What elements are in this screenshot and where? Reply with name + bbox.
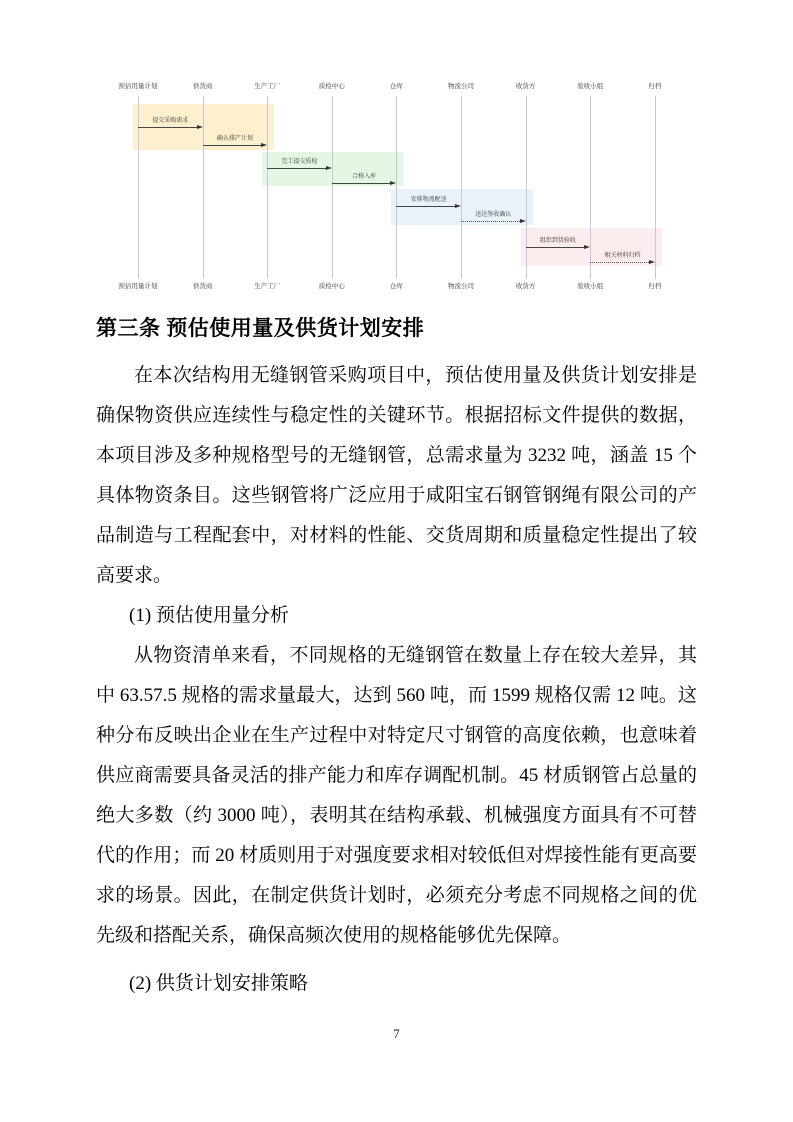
arrowhead-icon [455,204,461,208]
lifeline [526,96,527,279]
message-label: 安排物流配送 [410,196,447,203]
participant-label-top: 验收小组 [577,82,604,90]
message-line [203,145,264,146]
participant-label-bottom: 仓库 [389,282,403,290]
participant-label-top: 仓库 [389,82,403,90]
message-line [332,183,393,184]
message-label: 送达签收确认 [475,211,512,218]
participant-label-bottom: 生产工厂 [254,282,281,290]
message-label: 组织到货验收 [539,237,576,244]
message-line [396,206,457,207]
participant-label-top: 预估用量计划 [118,82,158,90]
arrowhead-icon [520,219,526,223]
message-line [526,247,587,248]
message-line [138,127,199,128]
participant-label-bottom: 归档 [648,282,662,290]
paragraph-intro: 在本次结构用无缝钢管采购项目中，预估使用量及供货计划安排是确保物资供应连续性与稳定性的关键环节。根据招标文件提供的数据，本项目涉及多种规格型号的无缝钢管，总需求量为 3232 吨，涵盖 15 个具体物资条目。这些钢管将广泛应用于咸阳宝石钢管钢绳有限公司的产品制造与工程配套中，对材料的性能、交货周期和质量稳定性提出了较高要求。 [96,365,697,586]
page-number: 7 [393,1026,400,1041]
arrowhead-icon [390,181,396,185]
document-body [96,312,697,1004]
message-label: 相关材料归档 [604,252,641,259]
lifeline [461,96,462,279]
participant-label-top: 收货方 [515,82,536,90]
participant-label-bottom: 预估用量计划 [118,282,158,290]
participant-label-bottom: 供货商 [192,282,213,290]
participant-label-bottom: 验收小组 [577,282,604,290]
participant-label-bottom: 收货方 [515,282,536,290]
message-line [461,221,522,222]
arrowhead-icon [197,125,203,129]
participant-label-top: 供货商 [192,82,213,90]
message-label: 提交采购需求 [152,117,189,124]
paragraph-usage-analysis: 从物资清单来看，不同规格的无缝钢管在数量上存在较大差异，其中 63.57.5 规格的需求量最大，达到 560 吨，而 1599 规格仅需 12 吨。这种分布反映出企业在生产过程中对特定尺寸钢管的高度依赖，也意味着供应商需要具备灵活的排产能力和库存调配机制。45 材质钢管占总量的绝大多数（约 3000 吨），表明其在结构承载、机械强度方面具有不可替代的作用；而 20 材质则用于对强度要求相对较低但对焊接性能有更高要求的场景。因此，在制定供货计划时，必须充分考虑不同规格之间的优先级和搭配关系，确保高频次使用的规格能够优先保障。 [96,645,697,946]
lifeline [267,96,268,279]
subheading-usage-analysis: (1) 预估使用量分析 [129,605,289,626]
participant-label-top: 生产工厂 [254,82,281,90]
message-line [590,262,651,263]
arrowhead-icon [584,245,590,249]
subheading-supply-strategy: (2) 供货计划安排策略 [129,973,308,994]
participant-label-bottom: 物流公司 [448,282,474,290]
participant-label-top: 质检中心 [318,82,345,90]
message-line [267,168,328,169]
arrowhead-icon [326,166,332,170]
participant-label-top: 物流公司 [448,82,474,90]
message-label: 确认排产计划 [216,135,253,142]
message-label: 合格入库 [352,173,377,180]
lifeline [332,96,333,279]
arrowhead-icon [261,143,267,147]
supply-sequence-diagram [0,0,793,300]
lifeline [396,96,397,279]
section-heading: 第三条 预估使用量及供货计划安排 [96,316,425,340]
participant-label-top: 归档 [648,82,662,90]
arrowhead-icon [649,260,655,264]
message-label: 完工提交质检 [281,158,318,165]
participant-label-bottom: 质检中心 [318,282,345,290]
